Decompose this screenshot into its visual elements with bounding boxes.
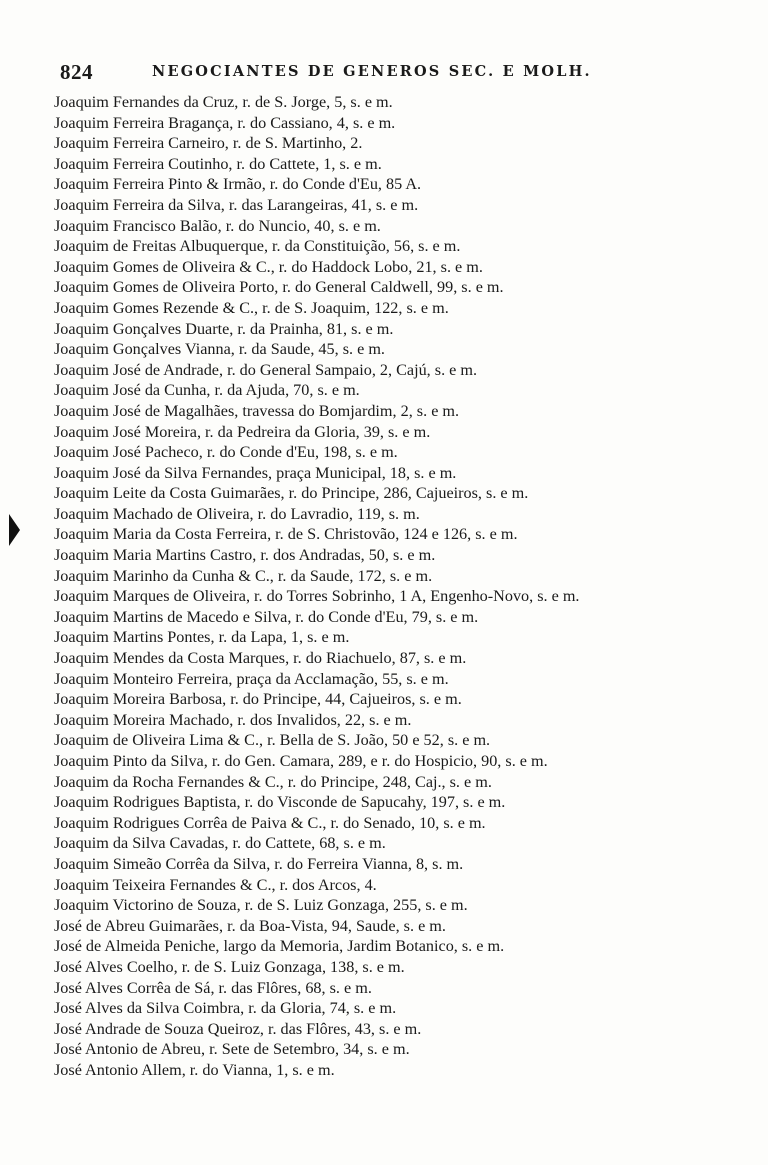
running-head: NEGOCIANTES DE GENEROS SEC. E MOLH.: [152, 63, 592, 80]
directory-entry: Joaquim Pinto da Silva, r. do Gen. Camara, 289, e r. do Hospicio, 90, s. e m.: [54, 752, 548, 770]
directory-entry: Joaquim Victorino de Souza, r. de S. Luiz Gonzaga, 255, s. e m.: [54, 896, 468, 915]
directory-entry: Joaquim Gomes Rezende & C., r. de S. Joaquim, 122, s. e m.: [54, 298, 449, 317]
directory-entry: José Antonio de Abreu, r. Sete de Setembro, 34, s. e m.: [54, 1040, 410, 1059]
directory-entry: Joaquim José da Silva Fernandes, praça Municipal, 18, s. e m.: [54, 463, 457, 482]
directory-entry: Joaquim Teixeira Fernandes & C., r. dos Arcos, 4.: [54, 875, 377, 894]
directory-entry: Joaquim Martins Pontes, r. da Lapa, 1, s. e m.: [54, 628, 350, 647]
directory-entry: José Alves Corrêa de Sá, r. das Flôres, 68, s. e m.: [54, 978, 372, 997]
directory-entry: Joaquim Ferreira da Silva, r. das Larangeiras, 41, s. e m.: [54, 195, 419, 214]
directory-entry: Joaquim Francisco Balão, r. do Nuncio, 40, s. e m.: [54, 216, 381, 235]
directory-entry: Joaquim Ferreira Coutinho, r. do Cattete, 1, s. e m.: [54, 154, 382, 173]
directory-entry: Joaquim Simeão Corrêa da Silva, r. do Ferreira Vianna, 8, s. m.: [54, 854, 464, 873]
directory-entry: José de Almeida Peniche, largo da Memoria, Jardim Botanico, s. e m.: [54, 937, 505, 956]
margin-arrow-icon: [9, 514, 20, 546]
directory-entry: Joaquim Rodrigues Corrêa de Paiva & C., r. do Senado, 10, s. e m.: [54, 813, 486, 832]
directory-entry: José Andrade de Souza Queiroz, r. das Flôres, 43, s. e m.: [54, 1019, 422, 1038]
directory-entry: Joaquim Fernandes da Cruz, r. de S. Jorge, 5, s. e m.: [54, 93, 393, 111]
directory-entry: José Alves Coelho, r. de S. Luiz Gonzaga, 138, s. e m.: [54, 957, 405, 976]
directory-entry: Joaquim José Pacheco, r. do Conde d'Eu, 198, s. e m.: [54, 443, 398, 462]
directory-entry: Joaquim Marinho da Cunha & C., r. da Saude, 172, s. e m.: [54, 566, 433, 585]
directory-entry: Joaquim Gonçalves Vianna, r. da Saude, 45, s. e m.: [54, 340, 385, 359]
directory-entry: Joaquim Ferreira Pinto & Irmão, r. do Conde d'Eu, 85 A.: [54, 175, 422, 194]
directory-entry: Joaquim Mendes da Costa Marques, r. do Riachuelo, 87, s. e m.: [54, 649, 467, 668]
directory-entry: Joaquim Leite da Costa Guimarães, r. do Principe, 286, Cajueiros, s. e m.: [54, 484, 529, 503]
directory-entry: Joaquim Ferreira Bragança, r. do Cassiano, 4, s. e m.: [54, 113, 396, 132]
directory-entry: Joaquim Gomes de Oliveira & C., r. do Haddock Lobo, 21, s. e m.: [54, 257, 483, 276]
directory-entry: Joaquim Maria da Costa Ferreira, r. de S. Christovão, 124 e 126, s. e m.: [54, 525, 518, 544]
directory-entry: Joaquim Monteiro Ferreira, praça da Acclamação, 55, s. e m.: [54, 669, 449, 688]
directory-entry: Joaquim Rodrigues Baptista, r. do Visconde de Sapucahy, 197, s. e m.: [54, 793, 506, 812]
directory-entry: Joaquim Marques de Oliveira, r. do Torres Sobrinho, 1 A, Engenho-Novo, s. e m.: [54, 587, 580, 606]
directory-entry: Joaquim da Silva Cavadas, r. do Cattete, 68, s. e m.: [54, 834, 386, 853]
directory-entry: Joaquim Machado de Oliveira, r. do Lavradio, 119, s. m.: [54, 504, 420, 523]
directory-entry: José Antonio Allem, r. do Vianna, 1, s. e m.: [54, 1060, 335, 1079]
directory-entry: Joaquim de Freitas Albuquerque, r. da Constituição, 56, s. e m.: [54, 237, 461, 256]
directory-entry: Joaquim José Moreira, r. da Pedreira da Gloria, 39, s. e m.: [54, 422, 431, 441]
page-number: 824: [60, 60, 93, 84]
directory-entry: Joaquim Moreira Barbosa, r. do Principe, 44, Cajueiros, s. e m.: [54, 690, 462, 709]
directory-entry: José Alves da Silva Coimbra, r. da Gloria, 74, s. e m.: [54, 999, 397, 1018]
directory-entry: Joaquim José da Cunha, r. da Ajuda, 70, s. e m.: [54, 381, 360, 400]
directory-entry: Joaquim Gonçalves Duarte, r. da Prainha, 81, s. e m.: [54, 319, 394, 338]
directory-entry: Joaquim da Rocha Fernandes & C., r. do Principe, 248, Caj., s. e m.: [54, 772, 492, 791]
directory-entry: Joaquim José de Andrade, r. do General Sampaio, 2, Cajú, s. e m.: [54, 360, 478, 379]
directory-entry: Joaquim Ferreira Carneiro, r. de S. Martinho, 2.: [54, 134, 363, 153]
directory-entry: Joaquim Gomes de Oliveira Porto, r. do General Caldwell, 99, s. e m.: [54, 278, 504, 297]
directory-entry: Joaquim José de Magalhães, travessa do Bomjardim, 2, s. e m.: [54, 401, 460, 420]
entry-list: [54, 92, 748, 1081]
directory-entry: Joaquim de Oliveira Lima & C., r. Bella de S. João, 50 e 52, s. e m.: [54, 731, 491, 750]
directory-entry: Joaquim Maria Martins Castro, r. dos Andradas, 50, s. e m.: [54, 546, 436, 565]
directory-entry: Joaquim Moreira Machado, r. dos Invalidos, 22, s. e m.: [54, 710, 412, 729]
page-header: [60, 60, 740, 90]
directory-entry: José de Abreu Guimarães, r. da Boa-Vista, 94, Saude, s. e m.: [54, 916, 446, 935]
directory-entry: Joaquim Martins de Macedo e Silva, r. do Conde d'Eu, 79, s. e m.: [54, 607, 479, 626]
